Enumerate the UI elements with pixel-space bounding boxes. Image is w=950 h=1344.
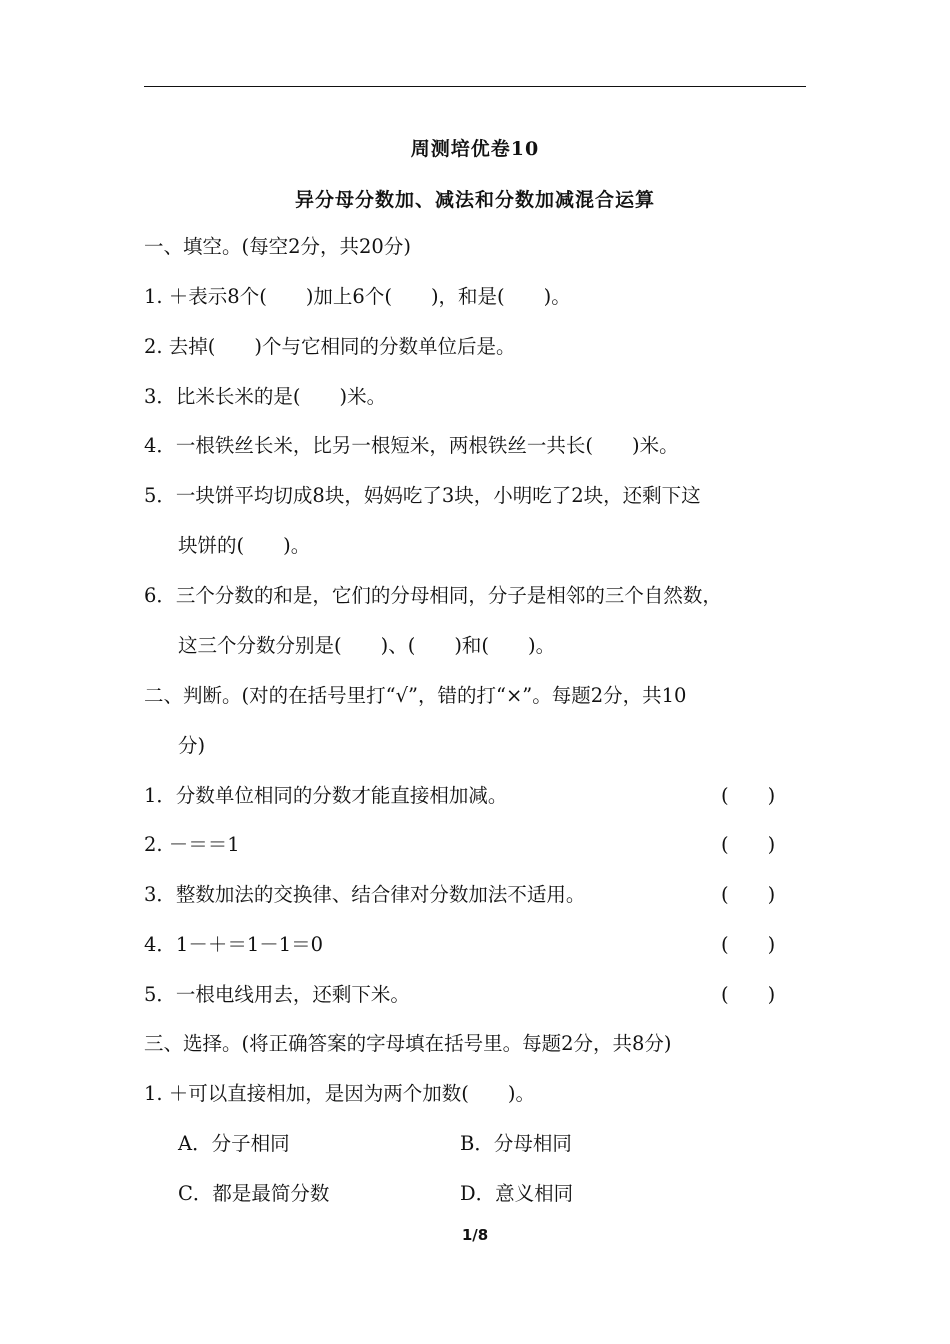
question-1-1: 1. ＋表示8个( )加上6个( )，和是( )。 xyxy=(144,285,571,308)
page-number: 1/8 xyxy=(461,1226,489,1244)
question-1-2: 2. 去掉( )个与它相同的分数单位后是。 xyxy=(144,335,516,358)
choice-question-1: 1. ＋可以直接相加，是因为两个加数( )。 xyxy=(144,1082,536,1105)
page-subtitle: 异分母分数加、减法和分数加减混合运算 xyxy=(294,189,655,211)
question-1-4: 4．一根铁丝长米，比另一根短米，两根铁丝一共长( )米。 xyxy=(144,434,679,457)
judge-item-1: 1．分数单位相同的分数才能直接相加减。 xyxy=(144,784,508,807)
section3-heading: 三、选择。(将正确答案的字母填在括号里。每题2分，共8分) xyxy=(144,1032,672,1055)
section2-heading: 二、判断。(对的在括号里打“√”，错的打“×”。每题2分，共10 xyxy=(144,684,687,707)
option-d: D．意义相同 xyxy=(460,1182,574,1205)
judge-answer-1: ( ) xyxy=(721,784,776,807)
option-a: A．分子相同 xyxy=(178,1132,290,1155)
option-b: B．分母相同 xyxy=(460,1132,572,1155)
judge-answer-3: ( ) xyxy=(721,883,776,906)
judge-item-5: 5．一根电线用去，还剩下米。 xyxy=(144,983,410,1006)
section1-heading: 一、填空。(每空2分，共20分) xyxy=(144,235,411,258)
option-c: C．都是最简分数 xyxy=(178,1182,330,1205)
section2-heading-cont: 分) xyxy=(178,734,206,757)
judge-item-2: 2. －＝＝1 xyxy=(144,833,240,856)
judge-answer-4: ( ) xyxy=(721,933,776,956)
judge-item-4: 4．1－＋＝1－1＝0 xyxy=(144,933,324,956)
judge-item-3: 3．整数加法的交换律、结合律对分数加法不适用。 xyxy=(144,883,586,906)
question-1-6-cont: 这三个分数分别是( )、( )和( )。 xyxy=(178,634,556,657)
page-title: 周测培优卷10 xyxy=(410,138,540,160)
question-1-6: 6．三个分数的和是，它们的分母相同，分子是相邻的三个自然数， xyxy=(144,584,722,607)
header-rule xyxy=(144,86,806,87)
judge-answer-5: ( ) xyxy=(721,983,776,1006)
question-1-5: 5．一块饼平均切成8块，妈妈吃了3块，小明吃了2块，还剩下这 xyxy=(144,484,701,507)
judge-answer-2: ( ) xyxy=(721,833,776,856)
question-1-3: 3．比米长米的是( )米。 xyxy=(144,385,387,408)
question-1-5-cont: 块饼的( )。 xyxy=(178,534,311,557)
